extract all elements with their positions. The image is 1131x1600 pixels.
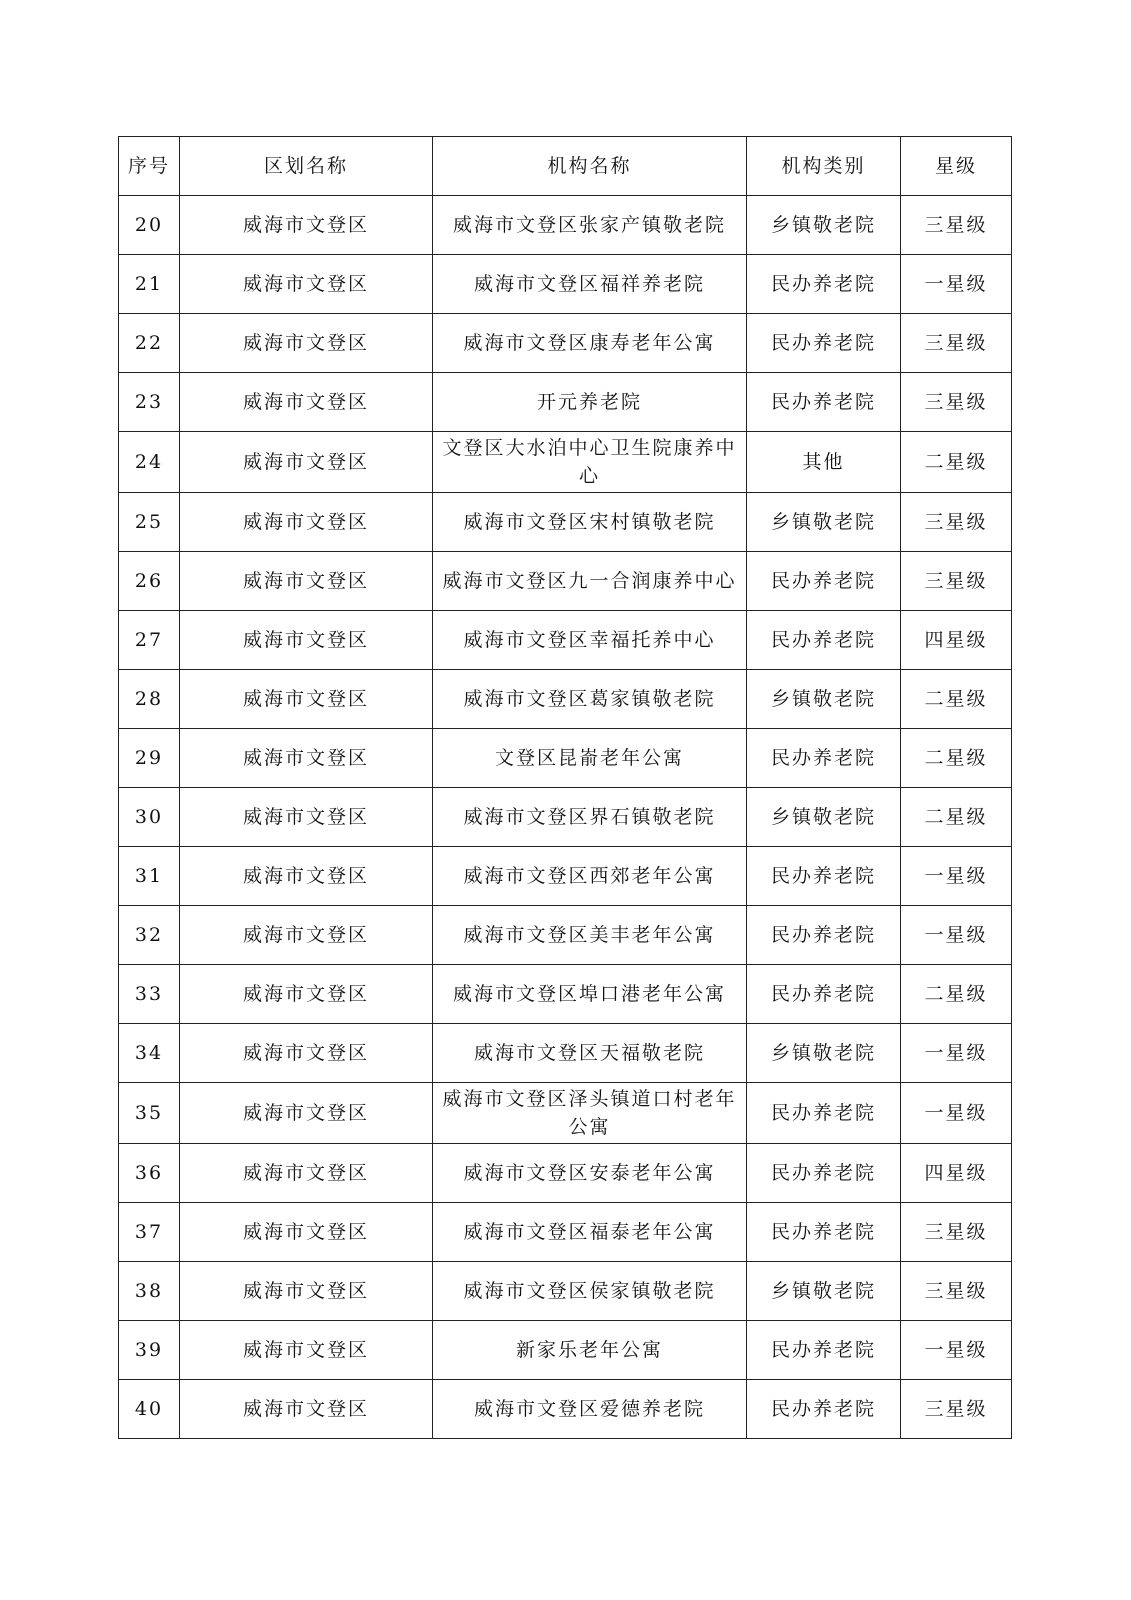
- cell-institution-type: 民办养老院: [747, 373, 901, 432]
- cell-district-name: 威海市文登区: [180, 788, 433, 847]
- table-header: [119, 137, 1012, 196]
- table-row: [119, 196, 1012, 255]
- cell-district-name: 威海市文登区: [180, 1321, 433, 1380]
- table-row: [119, 611, 1012, 670]
- table-row: [119, 788, 1012, 847]
- table-row: [119, 1321, 1012, 1380]
- cell-institution-type: 民办养老院: [747, 611, 901, 670]
- cell-star-rating: 四星级: [901, 1144, 1012, 1203]
- cell-institution-name: 威海市文登区张家产镇敬老院: [433, 196, 747, 255]
- table-row: [119, 1262, 1012, 1321]
- cell-star-rating: 三星级: [901, 373, 1012, 432]
- table-row: [119, 729, 1012, 788]
- cell-star-rating: 二星级: [901, 432, 1012, 493]
- cell-serial-number: 22: [119, 314, 180, 373]
- header-institution-type: 机构类别: [747, 137, 901, 196]
- cell-star-rating: 一星级: [901, 1024, 1012, 1083]
- cell-serial-number: 27: [119, 611, 180, 670]
- cell-institution-name: 文登区大水泊中心卫生院康养中心: [433, 432, 747, 493]
- table-row: [119, 1380, 1012, 1439]
- table-row: [119, 552, 1012, 611]
- cell-serial-number: 21: [119, 255, 180, 314]
- cell-district-name: 威海市文登区: [180, 847, 433, 906]
- cell-institution-name: 威海市文登区宋村镇敬老院: [433, 493, 747, 552]
- cell-district-name: 威海市文登区: [180, 670, 433, 729]
- table-row: [119, 670, 1012, 729]
- table-row: [119, 1203, 1012, 1262]
- cell-institution-name: 威海市文登区西郊老年公寓: [433, 847, 747, 906]
- cell-district-name: 威海市文登区: [180, 1203, 433, 1262]
- cell-institution-type: 其他: [747, 432, 901, 493]
- table-row: [119, 255, 1012, 314]
- cell-institution-name: 威海市文登区埠口港老年公寓: [433, 965, 747, 1024]
- header-row: [119, 137, 1012, 196]
- cell-district-name: 威海市文登区: [180, 196, 433, 255]
- header-institution-name: 机构名称: [433, 137, 747, 196]
- cell-institution-type: 乡镇敬老院: [747, 1262, 901, 1321]
- cell-star-rating: 三星级: [901, 196, 1012, 255]
- cell-institution-name: 威海市文登区葛家镇敬老院: [433, 670, 747, 729]
- cell-star-rating: 二星级: [901, 729, 1012, 788]
- cell-serial-number: 31: [119, 847, 180, 906]
- cell-institution-name: 威海市文登区福泰老年公寓: [433, 1203, 747, 1262]
- cell-district-name: 威海市文登区: [180, 1380, 433, 1439]
- cell-institution-type: 民办养老院: [747, 729, 901, 788]
- cell-star-rating: 三星级: [901, 1203, 1012, 1262]
- cell-district-name: 威海市文登区: [180, 314, 433, 373]
- cell-serial-number: 25: [119, 493, 180, 552]
- cell-star-rating: 一星级: [901, 1083, 1012, 1144]
- cell-serial-number: 39: [119, 1321, 180, 1380]
- cell-institution-type: 民办养老院: [747, 1144, 901, 1203]
- cell-star-rating: 三星级: [901, 1262, 1012, 1321]
- cell-serial-number: 35: [119, 1083, 180, 1144]
- cell-district-name: 威海市文登区: [180, 1083, 433, 1144]
- cell-serial-number: 29: [119, 729, 180, 788]
- cell-institution-name: 威海市文登区九一合润康养中心: [433, 552, 747, 611]
- cell-serial-number: 34: [119, 1024, 180, 1083]
- cell-institution-name: 威海市文登区天福敬老院: [433, 1024, 747, 1083]
- cell-district-name: 威海市文登区: [180, 1024, 433, 1083]
- cell-institution-name: 威海市文登区泽头镇道口村老年公寓: [433, 1083, 747, 1144]
- table-row: [119, 906, 1012, 965]
- cell-institution-type: 民办养老院: [747, 1203, 901, 1262]
- cell-institution-type: 民办养老院: [747, 255, 901, 314]
- table-row: [119, 432, 1012, 493]
- cell-serial-number: 37: [119, 1203, 180, 1262]
- cell-district-name: 威海市文登区: [180, 611, 433, 670]
- cell-institution-type: 乡镇敬老院: [747, 670, 901, 729]
- cell-district-name: 威海市文登区: [180, 1144, 433, 1203]
- cell-institution-type: 乡镇敬老院: [747, 493, 901, 552]
- cell-institution-type: 民办养老院: [747, 314, 901, 373]
- cell-institution-name: 威海市文登区安泰老年公寓: [433, 1144, 747, 1203]
- cell-serial-number: 26: [119, 552, 180, 611]
- table-row: [119, 1083, 1012, 1144]
- cell-institution-type: 乡镇敬老院: [747, 196, 901, 255]
- cell-serial-number: 20: [119, 196, 180, 255]
- table-row: [119, 1024, 1012, 1083]
- cell-institution-type: 民办养老院: [747, 552, 901, 611]
- cell-district-name: 威海市文登区: [180, 552, 433, 611]
- cell-institution-name: 威海市文登区界石镇敬老院: [433, 788, 747, 847]
- cell-serial-number: 30: [119, 788, 180, 847]
- table-row: [119, 314, 1012, 373]
- table-row: [119, 847, 1012, 906]
- cell-district-name: 威海市文登区: [180, 432, 433, 493]
- cell-institution-type: 民办养老院: [747, 847, 901, 906]
- cell-star-rating: 三星级: [901, 314, 1012, 373]
- cell-district-name: 威海市文登区: [180, 373, 433, 432]
- cell-star-rating: 四星级: [901, 611, 1012, 670]
- cell-institution-type: 民办养老院: [747, 1321, 901, 1380]
- table-row: [119, 373, 1012, 432]
- cell-district-name: 威海市文登区: [180, 493, 433, 552]
- header-serial-number: 序号: [119, 137, 180, 196]
- cell-institution-type: 民办养老院: [747, 1380, 901, 1439]
- cell-star-rating: 三星级: [901, 552, 1012, 611]
- header-star-rating: 星级: [901, 137, 1012, 196]
- cell-star-rating: 一星级: [901, 847, 1012, 906]
- cell-star-rating: 一星级: [901, 1321, 1012, 1380]
- cell-district-name: 威海市文登区: [180, 729, 433, 788]
- cell-institution-name: 威海市文登区福祥养老院: [433, 255, 747, 314]
- cell-star-rating: 一星级: [901, 255, 1012, 314]
- cell-institution-type: 乡镇敬老院: [747, 1024, 901, 1083]
- table-body: [119, 196, 1012, 1439]
- header-district-name: 区划名称: [180, 137, 433, 196]
- cell-institution-name: 威海市文登区幸福托养中心: [433, 611, 747, 670]
- cell-star-rating: 三星级: [901, 493, 1012, 552]
- cell-serial-number: 38: [119, 1262, 180, 1321]
- cell-district-name: 威海市文登区: [180, 906, 433, 965]
- cell-star-rating: 二星级: [901, 670, 1012, 729]
- cell-institution-name: 文登区昆嵛老年公寓: [433, 729, 747, 788]
- cell-institution-name: 威海市文登区康寿老年公寓: [433, 314, 747, 373]
- cell-star-rating: 二星级: [901, 788, 1012, 847]
- cell-serial-number: 40: [119, 1380, 180, 1439]
- cell-institution-type: 乡镇敬老院: [747, 788, 901, 847]
- cell-district-name: 威海市文登区: [180, 965, 433, 1024]
- cell-institution-type: 民办养老院: [747, 1083, 901, 1144]
- table-row: [119, 1144, 1012, 1203]
- cell-district-name: 威海市文登区: [180, 255, 433, 314]
- cell-institution-type: 民办养老院: [747, 906, 901, 965]
- cell-serial-number: 33: [119, 965, 180, 1024]
- cell-institution-type: 民办养老院: [747, 965, 901, 1024]
- cell-serial-number: 24: [119, 432, 180, 493]
- cell-institution-name: 威海市文登区爱德养老院: [433, 1380, 747, 1439]
- table-row: [119, 493, 1012, 552]
- cell-star-rating: 一星级: [901, 906, 1012, 965]
- cell-serial-number: 23: [119, 373, 180, 432]
- cell-star-rating: 三星级: [901, 1380, 1012, 1439]
- cell-institution-name: 新家乐老年公寓: [433, 1321, 747, 1380]
- cell-district-name: 威海市文登区: [180, 1262, 433, 1321]
- cell-serial-number: 28: [119, 670, 180, 729]
- cell-serial-number: 32: [119, 906, 180, 965]
- cell-institution-name: 开元养老院: [433, 373, 747, 432]
- cell-institution-name: 威海市文登区侯家镇敬老院: [433, 1262, 747, 1321]
- cell-star-rating: 二星级: [901, 965, 1012, 1024]
- cell-serial-number: 36: [119, 1144, 180, 1203]
- cell-institution-name: 威海市文登区美丰老年公寓: [433, 906, 747, 965]
- table-row: [119, 965, 1012, 1024]
- elderly-care-institution-table: [118, 136, 1012, 1439]
